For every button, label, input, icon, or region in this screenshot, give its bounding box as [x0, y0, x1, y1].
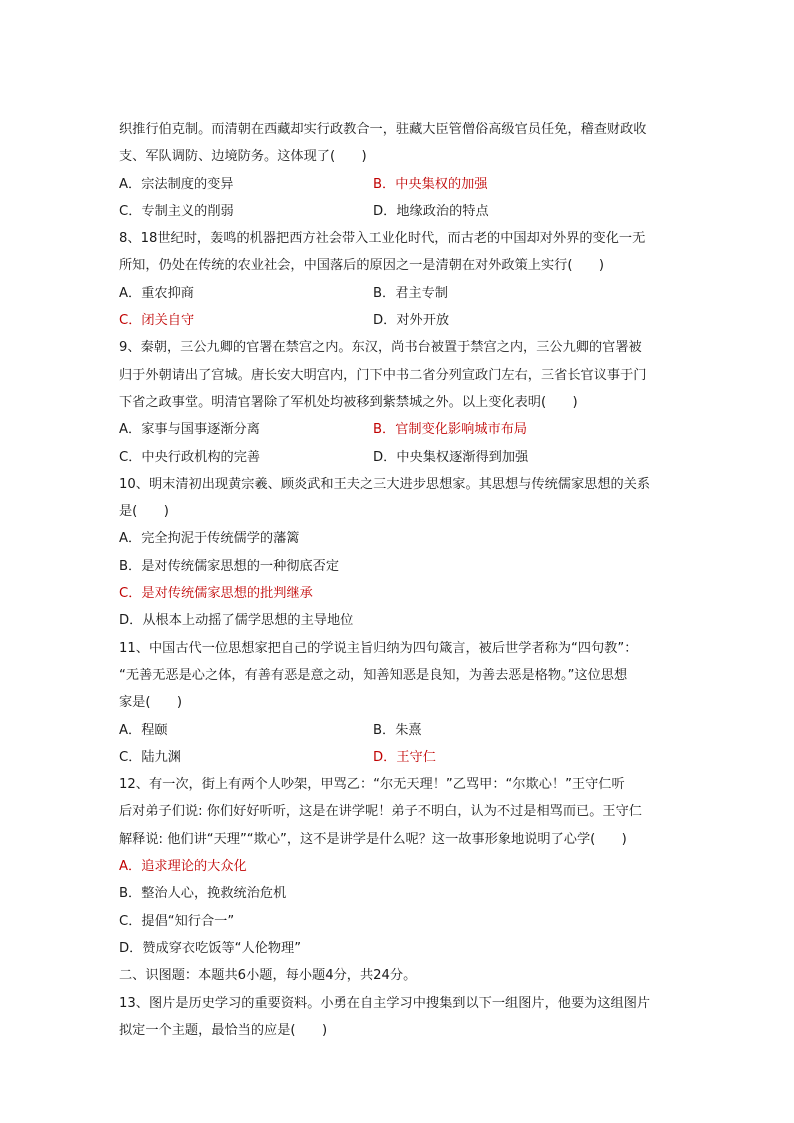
question-11-line-3: 家是( )	[119, 695, 183, 711]
question-12-line-2: 后对弟子们说: 你们好好听听，这是在讲学呢！弟子不明白，认为不过是相骂而已。王守仁	[119, 804, 642, 820]
option-d: D．从根本上动摇了儒学思想的主导地位	[119, 613, 354, 629]
option-b-answer: B．中央集权的加强	[373, 176, 488, 192]
option-a: A．程颐	[119, 722, 168, 738]
exam-page	[119, 116, 679, 1044]
question-7-options-row-2	[119, 198, 679, 225]
option-a: A．家事与国事逐渐分离	[119, 422, 260, 438]
option-c: C．中央行政机构的完善	[119, 449, 261, 465]
option-c-answer: C．是对传统儒家思想的批判继承	[119, 586, 313, 602]
option-c: C．提倡“知行合一”	[119, 913, 235, 929]
question-7-line-1: 织推行伯克制。而清朝在西藏却实行政教合一，驻藏大臣管僧俗高级官员任免，稽查财政收	[119, 122, 647, 137]
question-7-options-row-1	[119, 171, 679, 198]
option-b: B．整治人心，挽救统治危机	[119, 886, 287, 902]
question-9-options-row-2	[119, 444, 679, 471]
option-b: B．君主专制	[373, 285, 448, 301]
question-8-line-1: 8、18世纪时，轰鸣的机器把西方社会带入工业化时代，而古老的中国却对外界的变化一无	[119, 231, 646, 247]
question-12-line-3: 解释说: 他们讲“天理”“欺心”，这不是讲学是什么呢？这一故事形象地说明了心学( )	[119, 831, 627, 847]
option-d: D．对外开放	[373, 313, 450, 329]
question-9-line-1: 9、秦朝，三公九卿的官署在禁宫之内。东汉，尚书台被置于禁宫之内，三公九卿的官署被	[119, 340, 642, 356]
question-11-line-2: “无善无恶是心之体，有善有恶是意之动，知善知恶是良知，为善去恶是格物。”这位思想	[119, 667, 628, 683]
question-13-line-1: 13、图片是历史学习的重要资料。小勇在自主学习中搜集到以下一组图片，他要为这组图片	[119, 995, 651, 1011]
question-7-line-2: 支、军队调防、边境防务。这体现了( )	[119, 149, 367, 165]
question-8-options-row-2	[119, 307, 679, 334]
option-a: A．完全拘泥于传统儒学的藩篱	[119, 531, 300, 547]
question-9-line-3: 下省之政事堂。明清官署除了军机处均被移到紫禁城之外。以上变化表明( )	[119, 394, 578, 410]
question-12-line-1: 12、有一次，街上有两个人吵架，甲骂乙：“尔无天理！”乙骂甲：“尔欺心！”王守仁听	[119, 777, 625, 793]
question-8-line-2: 所知，仍处在传统的农业社会，中国落后的原因之一是清朝在对外政策上实行( )	[119, 258, 605, 274]
option-a-answer: A．追求理论的大众化	[119, 859, 247, 875]
question-9-options-row-1	[119, 416, 679, 443]
option-d-answer: D．王守仁	[373, 749, 436, 765]
option-d: D．中央集权逐渐得到加强	[373, 449, 529, 465]
option-b: B．朱熹	[373, 722, 422, 738]
question-11-options-row-2	[119, 744, 679, 771]
option-d: D．地缘政治的特点	[373, 203, 489, 219]
question-13-line-2: 拟定一个主题，最恰当的应是( )	[119, 1022, 328, 1038]
option-a: A．宗法制度的变异	[119, 176, 234, 192]
question-11-options-row-1	[119, 717, 679, 744]
section-2-heading: 二、识图题：本题共6小题，每小题4分，共24分。	[119, 968, 417, 984]
option-c: C．专制主义的削弱	[119, 203, 234, 219]
question-11-line-1: 11、中国古代一位思想家把自己的学说主旨归纳为四句箴言，被后世学者称为“四句教”：	[119, 640, 638, 656]
option-b: B．是对传统儒家思想的一种彻底否定	[119, 558, 340, 574]
question-9-line-2: 归于外朝请出了宫城。唐长安大明宫内，门下中书二省分列宣政门左右，三省长官议事于门	[119, 367, 647, 383]
option-b-answer: B．官制变化影响城市布局	[373, 422, 528, 438]
question-10-line-1: 10、明末清初出现黄宗羲、顾炎武和王夫之三大进步思想家。其思想与传统儒家思想的关系	[119, 476, 651, 492]
option-c-answer: C．闭关自守	[119, 313, 195, 329]
question-10-line-2: 是( )	[119, 504, 169, 520]
option-c: C．陆九渊	[119, 749, 181, 765]
question-8-options-row-1	[119, 280, 679, 307]
option-a: A．重农抑商	[119, 285, 194, 301]
option-d: D．赞成穿衣吃饭等“人伦物理”	[119, 940, 302, 956]
